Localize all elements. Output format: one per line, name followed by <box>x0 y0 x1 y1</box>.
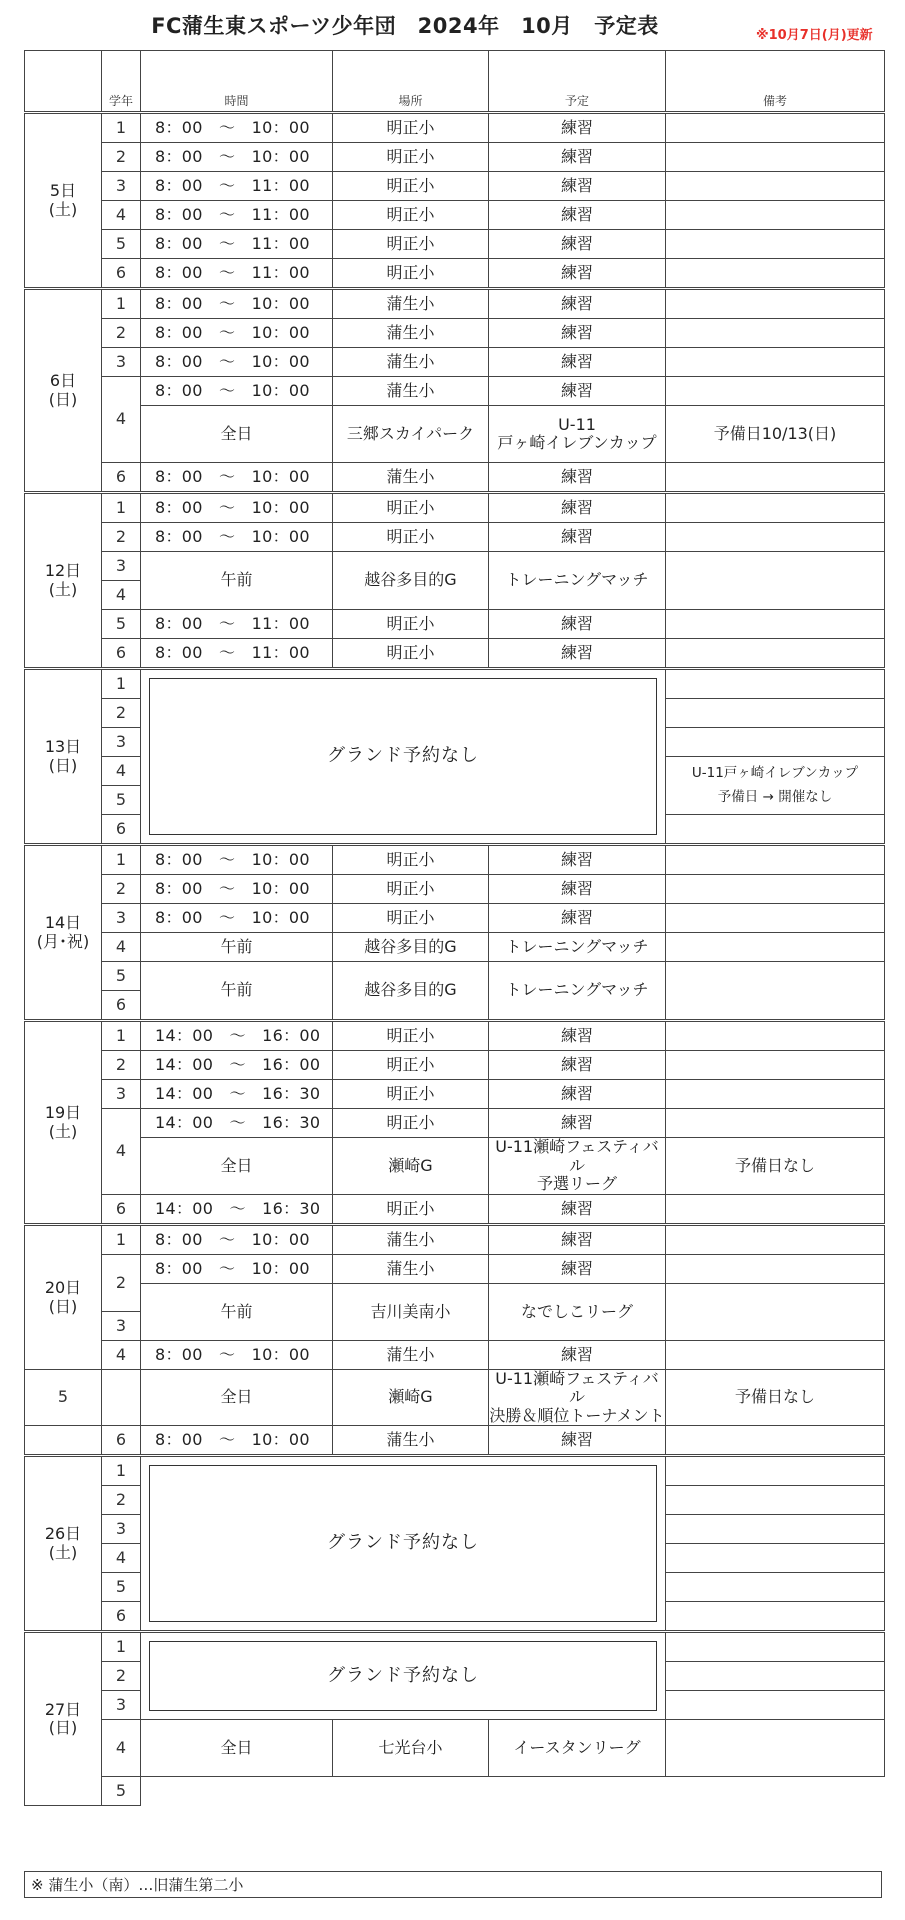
time-cell: 午前 <box>141 1284 333 1341</box>
plan-cell: U-11 戸ヶ崎イレブンカップ <box>489 406 666 463</box>
note-cell <box>666 1720 885 1777</box>
time-cell: 14：00 ～ 16：30 <box>141 1080 333 1109</box>
plan-cell: 練習 <box>489 1426 666 1456</box>
table-row <box>25 552 885 581</box>
place-cell: 明正小 <box>333 1109 489 1138</box>
place-cell: 吉川美南小 <box>333 1284 489 1341</box>
time-cell: 14：00 ～ 16：30 <box>141 1195 333 1225</box>
plan-cell: 練習 <box>489 377 666 406</box>
note-cell <box>666 1573 885 1602</box>
grade-cell: 1 <box>102 1632 141 1662</box>
grade-cell: 1 <box>102 289 141 319</box>
plan-cell: 練習 <box>489 1225 666 1255</box>
note-cell <box>666 463 885 493</box>
grade-cell: 3 <box>102 1515 141 1544</box>
table-row <box>25 463 885 493</box>
schedule-table <box>24 50 885 1806</box>
place-cell: 明正小 <box>333 113 489 143</box>
time-cell: 8：00 ～ 11：00 <box>141 639 333 669</box>
update-notice: ※10月7日(月)更新 <box>756 28 873 43</box>
plan-cell: トレーニングマッチ <box>489 933 666 962</box>
time-cell: 8：00 ～ 10：00 <box>141 875 333 904</box>
place-cell: 明正小 <box>333 1051 489 1080</box>
time-cell: 8：00 ～ 10：00 <box>141 904 333 933</box>
grade-cell: 5 <box>102 230 141 259</box>
table-row <box>25 172 885 201</box>
grade-cell: 5 <box>102 786 141 815</box>
time-cell: 午前 <box>141 933 333 962</box>
grade-cell: 2 <box>102 1662 141 1691</box>
time-cell: 午前 <box>141 552 333 610</box>
grade-cell: 1 <box>102 493 141 523</box>
note-cell <box>666 845 885 875</box>
day-cell-26: 26日 (土) <box>25 1456 102 1632</box>
grade-cell: 2 <box>102 523 141 552</box>
table-row <box>25 875 885 904</box>
note-cell <box>666 1109 885 1138</box>
table-row <box>25 201 885 230</box>
table-row <box>25 1284 885 1312</box>
note-cell <box>666 699 885 728</box>
time-cell: 8：00 ～ 10：00 <box>141 1426 333 1456</box>
table-row <box>25 113 885 143</box>
note-cell <box>666 875 885 904</box>
plan-cell: トレーニングマッチ <box>489 552 666 610</box>
day-cell-27: 27日 (日) <box>25 1632 102 1806</box>
table-row <box>25 1632 885 1662</box>
note-cell <box>666 1602 885 1632</box>
plan-cell: 練習 <box>489 172 666 201</box>
grade-cell: 5 <box>25 1370 102 1426</box>
table-row <box>25 1456 885 1486</box>
grade-cell: 4 <box>102 1109 141 1195</box>
place-cell: 明正小 <box>333 201 489 230</box>
place-cell: 明正小 <box>333 172 489 201</box>
time-cell: 8：00 ～ 10：00 <box>141 143 333 172</box>
note-cell <box>666 377 885 406</box>
plan-cell: イースタンリーグ <box>489 1720 666 1777</box>
header-place: 場所 <box>333 51 489 113</box>
place-cell: 明正小 <box>333 610 489 639</box>
place-cell: 越谷多目的G <box>333 962 489 1021</box>
time-cell: 8：00 ～ 10：00 <box>141 493 333 523</box>
place-cell: 蒲生小 <box>333 463 489 493</box>
plan-cell: トレーニングマッチ <box>489 962 666 1021</box>
header-note: 備考 <box>666 51 885 113</box>
note-cell <box>666 1255 885 1284</box>
plan-cell: 練習 <box>489 201 666 230</box>
note-cell <box>666 201 885 230</box>
no-ground-cell <box>141 1456 666 1632</box>
table-row <box>25 1777 885 1806</box>
table-row <box>25 1426 885 1456</box>
grade-cell: 2 <box>102 699 141 728</box>
grade-cell: 2 <box>102 1486 141 1515</box>
place-cell: 明正小 <box>333 259 489 289</box>
place-cell: 七光台小 <box>333 1720 489 1777</box>
plan-cell: 練習 <box>489 875 666 904</box>
plan-cell: 練習 <box>489 1080 666 1109</box>
table-row <box>25 933 885 962</box>
note-cell <box>666 610 885 639</box>
plan-cell: 練習 <box>489 1109 666 1138</box>
place-cell: 蒲生小 <box>333 1426 489 1456</box>
plan-cell: 練習 <box>489 230 666 259</box>
time-cell: 8：00 ～ 10：00 <box>141 319 333 348</box>
note-cell <box>666 1662 885 1691</box>
time-cell: 全日 <box>141 1138 333 1195</box>
table-row <box>25 904 885 933</box>
place-cell: 明正小 <box>333 523 489 552</box>
place-cell: 明正小 <box>333 1021 489 1051</box>
place-cell: 三郷スカイパーク <box>333 406 489 463</box>
day-cell-13: 13日 (日) <box>25 669 102 845</box>
time-cell: 8：00 ～ 10：00 <box>141 845 333 875</box>
table-row <box>25 493 885 523</box>
note-cell <box>666 1021 885 1051</box>
grade-cell: 4 <box>102 1720 141 1777</box>
plan-cell: 練習 <box>489 1195 666 1225</box>
grade-cell: 3 <box>102 552 141 581</box>
plan-cell: U-11瀬崎フェスティバル 決勝＆順位トーナメント <box>489 1369 665 1425</box>
day-cell-5: 5日 (土) <box>25 113 102 289</box>
plan-cell: 練習 <box>489 463 666 493</box>
table-row <box>25 289 885 319</box>
plan-cell: なでしこリーグ <box>489 1284 666 1341</box>
time-cell: 全日 <box>141 406 333 463</box>
page-title: FC蒲生東スポーツ少年団 2024年 10月 予定表 <box>151 14 659 38</box>
table-row <box>25 230 885 259</box>
table-row <box>25 319 885 348</box>
plan-cell: 練習 <box>489 1021 666 1051</box>
place-cell: 蒲生小 <box>333 348 489 377</box>
no-ground-box: グランド予約なし <box>149 1465 657 1622</box>
table-row <box>25 1255 885 1284</box>
table-row <box>25 845 885 875</box>
grade-cell: 2 <box>102 1051 141 1080</box>
place-cell: 越谷多目的G <box>333 933 489 962</box>
time-cell: 8：00 ～ 10：00 <box>141 1341 333 1370</box>
grade-cell: 4 <box>102 933 141 962</box>
time-cell: 14：00 ～ 16：30 <box>141 1109 333 1138</box>
plan-cell: 練習 <box>489 610 666 639</box>
note-cell <box>666 1456 885 1486</box>
grade-cell: 1 <box>102 845 141 875</box>
note-cell: U-11戸ヶ崎イレブンカップ 予備日 → 開催なし <box>666 757 885 815</box>
time-cell: 14：00 ～ 16：00 <box>141 1051 333 1080</box>
plan-cell: 練習 <box>489 348 666 377</box>
day-cell-20: 20日 (日) <box>25 1225 102 1370</box>
place-cell: 蒲生小 <box>333 1225 489 1255</box>
plan-cell: 練習 <box>489 1255 666 1284</box>
header-grade: 学年 <box>102 51 141 113</box>
time-cell: 8：00 ～ 10：00 <box>141 113 333 143</box>
note-cell <box>666 1225 885 1255</box>
plan-cell: 練習 <box>489 493 666 523</box>
place-cell: 蒲生小 <box>333 377 489 406</box>
note-cell <box>666 962 885 1021</box>
note-cell <box>666 319 885 348</box>
table-row <box>25 143 885 172</box>
time-cell: 8：00 ～ 11：00 <box>141 201 333 230</box>
table-row <box>25 1080 885 1109</box>
place-cell: 明正小 <box>333 143 489 172</box>
table-row <box>25 639 885 669</box>
table-row <box>25 259 885 289</box>
time-cell: 8：00 ～ 10：00 <box>141 289 333 319</box>
plan-cell: 練習 <box>489 113 666 143</box>
note-cell <box>666 1691 885 1720</box>
grade-cell: 3 <box>102 1691 141 1720</box>
table-row <box>25 406 885 463</box>
day-cell-19: 19日 (土) <box>25 1021 102 1225</box>
grade-cell: 1 <box>102 1021 141 1051</box>
grade-cell: 2 <box>102 143 141 172</box>
note-cell <box>666 523 885 552</box>
table-row <box>25 377 885 406</box>
plan-cell: 練習 <box>489 1051 666 1080</box>
note-cell <box>666 1051 885 1080</box>
grade-cell: 6 <box>102 991 141 1021</box>
time-cell: 8：00 ～ 11：00 <box>141 610 333 639</box>
grade-cell: 4 <box>102 757 141 786</box>
table-row <box>25 669 885 699</box>
time-cell: 8：00 ～ 10：00 <box>141 377 333 406</box>
header-time: 時間 <box>141 51 333 113</box>
place-cell: 蒲生小 <box>333 319 489 348</box>
grade-cell: 5 <box>102 962 141 991</box>
table-row <box>25 1051 885 1080</box>
plan-cell: 練習 <box>489 319 666 348</box>
day-cell-14: 14日 (月･祝) <box>25 845 102 1021</box>
grade-cell: 2 <box>102 1255 141 1312</box>
grade-cell: 5 <box>102 1777 141 1806</box>
note-cell <box>666 1632 885 1662</box>
grade-cell: 1 <box>102 669 141 699</box>
grade-cell: 5 <box>102 1573 141 1602</box>
note-cell <box>666 639 885 669</box>
plan-cell: 練習 <box>489 904 666 933</box>
time-cell: 8：00 ～ 11：00 <box>141 230 333 259</box>
note-cell <box>666 933 885 962</box>
time-cell: 8：00 ～ 10：00 <box>141 463 333 493</box>
day-cell-6: 6日 (日) <box>25 289 102 493</box>
grade-cell: 4 <box>102 581 141 610</box>
grade-cell: 2 <box>102 319 141 348</box>
table-row <box>25 348 885 377</box>
place-cell: 瀬崎G <box>333 1138 489 1195</box>
place-cell: 明正小 <box>333 639 489 669</box>
time-cell: 8：00 ～ 11：00 <box>141 259 333 289</box>
place-cell: 明正小 <box>333 845 489 875</box>
note-cell <box>666 904 885 933</box>
plan-cell: 練習 <box>489 523 666 552</box>
no-ground-cell <box>141 669 666 845</box>
place-cell: 瀬崎G <box>333 1370 489 1426</box>
note-cell <box>666 1515 885 1544</box>
day-cell-12: 12日 (土) <box>25 493 102 669</box>
note-cell <box>666 669 885 699</box>
grade-cell: 3 <box>102 728 141 757</box>
no-ground-cell <box>141 1632 666 1720</box>
grade-cell: 3 <box>102 348 141 377</box>
grade-cell: 6 <box>102 1195 141 1225</box>
grade-cell: 1 <box>102 1225 141 1255</box>
time-cell: 8：00 ～ 10：00 <box>141 1255 333 1284</box>
place-cell: 蒲生小 <box>333 289 489 319</box>
time-cell: 14：00 ～ 16：00 <box>141 1021 333 1051</box>
grade-cell: 4 <box>102 377 141 463</box>
time-cell: 8：00 ～ 10：00 <box>141 523 333 552</box>
time-cell: 8：00 ～ 11：00 <box>141 172 333 201</box>
place-cell: 明正小 <box>333 1195 489 1225</box>
grade-cell: 6 <box>102 1602 141 1632</box>
note-cell <box>666 728 885 757</box>
note-cell <box>666 1426 885 1456</box>
day-cell-20-spacer <box>25 1426 102 1456</box>
table-row <box>25 523 885 552</box>
grade-cell: 6 <box>102 463 141 493</box>
header-row <box>25 51 885 113</box>
plan-cell: 練習 <box>489 1341 666 1370</box>
time-cell: 全日 <box>141 1370 333 1426</box>
note-cell <box>666 1195 885 1225</box>
grade-cell: 6 <box>102 259 141 289</box>
note-cell: 予備日なし <box>666 1138 885 1195</box>
note-cell <box>666 259 885 289</box>
grade-cell: 1 <box>102 1456 141 1486</box>
place-cell: 明正小 <box>333 904 489 933</box>
time-cell: 8：00 ～ 10：00 <box>141 1225 333 1255</box>
note-cell <box>666 113 885 143</box>
note-cell <box>666 1284 885 1341</box>
note-cell: 予備日なし <box>666 1370 885 1426</box>
grade-cell: 3 <box>102 172 141 201</box>
place-cell: 明正小 <box>333 230 489 259</box>
note-cell <box>666 348 885 377</box>
grade-cell: 2 <box>102 875 141 904</box>
table-row <box>25 1109 885 1138</box>
grade-cell: 4 <box>102 1544 141 1573</box>
grade-cell: 4 <box>102 201 141 230</box>
plan-cell: 練習 <box>489 639 666 669</box>
table-row <box>25 1341 885 1370</box>
header-plan: 予定 <box>489 51 666 113</box>
grade-cell: 3 <box>102 904 141 933</box>
table-row <box>25 1225 885 1255</box>
plan-cell: 練習 <box>489 259 666 289</box>
note-cell <box>666 1544 885 1573</box>
place-cell: 明正小 <box>333 493 489 523</box>
time-cell: 8：00 ～ 10：00 <box>141 348 333 377</box>
footnote: ※ 蒲生小（南）…旧蒲生第二小 <box>24 1871 882 1898</box>
note-cell <box>666 1486 885 1515</box>
time-cell: 全日 <box>141 1720 333 1777</box>
grade-cell: 6 <box>102 815 141 845</box>
table-row <box>25 962 885 991</box>
plan-cell: 練習 <box>489 289 666 319</box>
grade-cell: 4 <box>102 1341 141 1370</box>
note-cell: 予備日10/13(日) <box>666 406 885 463</box>
note-cell <box>666 230 885 259</box>
place-cell: 蒲生小 <box>333 1341 489 1370</box>
place-cell: 明正小 <box>333 1080 489 1109</box>
grade-cell: 6 <box>102 1426 141 1456</box>
grade-cell: 1 <box>102 113 141 143</box>
note-cell <box>666 493 885 523</box>
plan-cell: 練習 <box>489 845 666 875</box>
table-row <box>25 610 885 639</box>
table-row <box>25 1195 885 1225</box>
note-cell <box>666 172 885 201</box>
table-row <box>25 1021 885 1051</box>
note-cell <box>666 1341 885 1370</box>
note-cell <box>666 289 885 319</box>
plan-cell: 練習 <box>489 143 666 172</box>
note-cell <box>666 815 885 845</box>
grade-cell: 3 <box>102 1312 141 1341</box>
plan-cell: U-11瀬崎フェスティバル 予選リーグ <box>489 1138 666 1195</box>
time-cell: 午前 <box>141 962 333 1021</box>
note-cell <box>666 143 885 172</box>
no-ground-box: グランド予約なし <box>149 1641 657 1711</box>
place-cell: 明正小 <box>333 875 489 904</box>
header-day <box>25 51 102 113</box>
grade-cell: 6 <box>102 639 141 669</box>
grade-cell: 5 <box>102 610 141 639</box>
no-ground-box: グランド予約なし <box>149 678 657 835</box>
place-cell: 蒲生小 <box>333 1255 489 1284</box>
note-cell <box>666 1080 885 1109</box>
grade-cell: 3 <box>102 1080 141 1109</box>
place-cell: 越谷多目的G <box>333 552 489 610</box>
table-row <box>25 1138 885 1195</box>
note-cell <box>666 552 885 610</box>
